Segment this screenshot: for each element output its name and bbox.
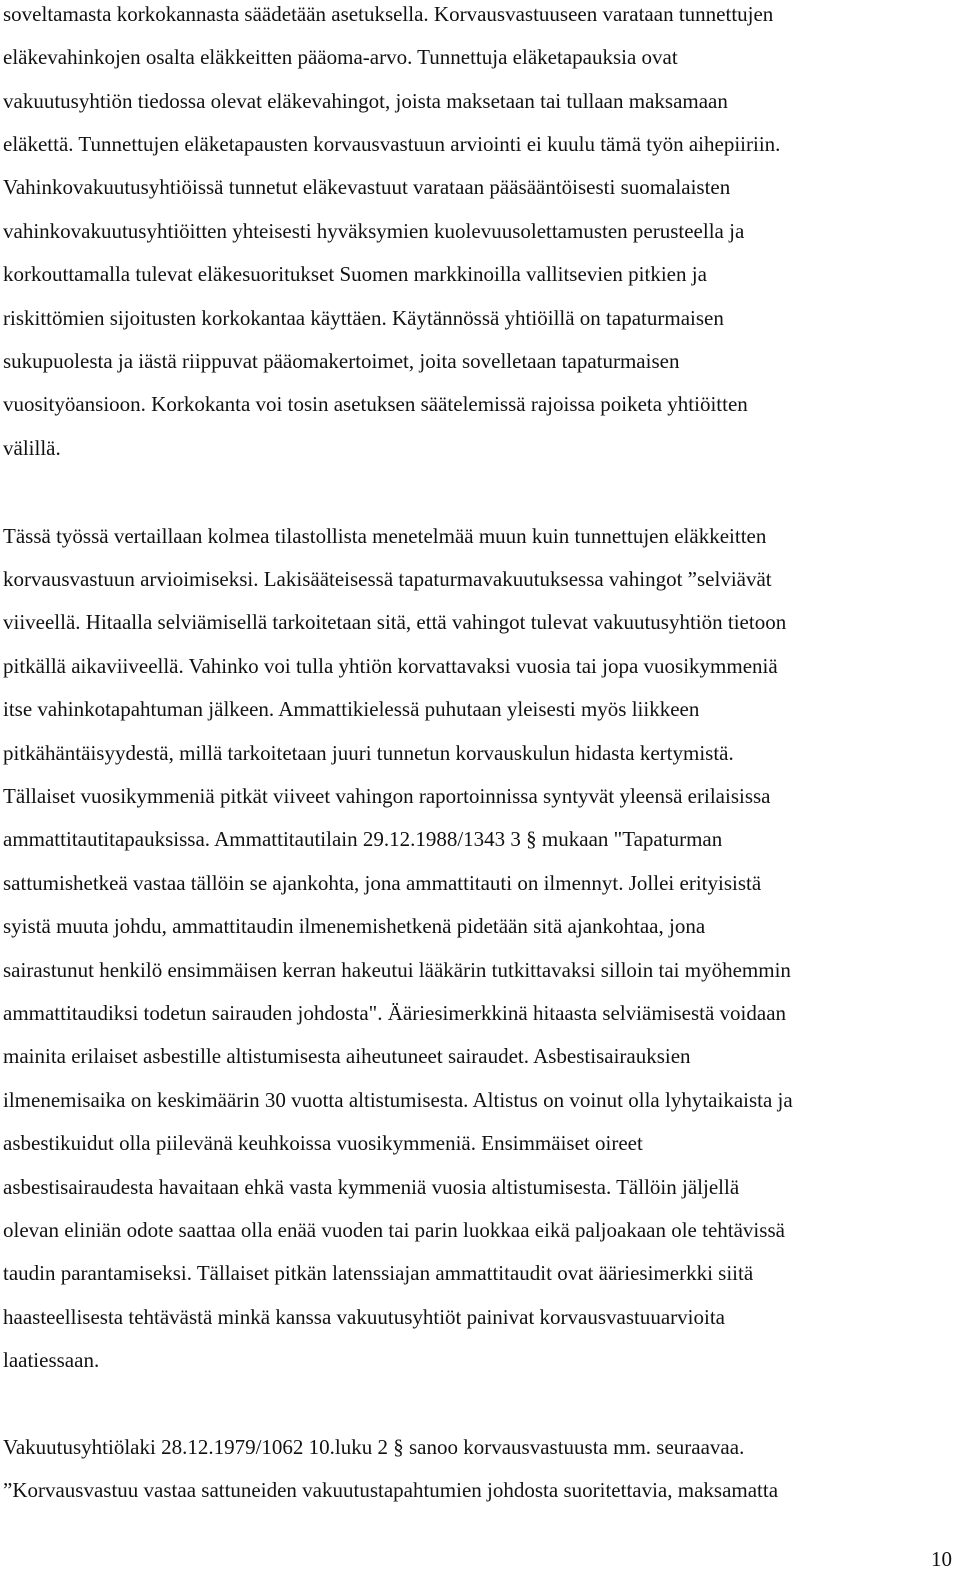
text-line: ”Korvausvastuu vastaa sattuneiden vakuutustapahtumien johdosta suoritettavia, maksamatta xyxy=(3,1478,779,1502)
text-line: vakuutusyhtiön tiedossa olevat eläkevahingot, joista maksetaan tai tullaan maksamaan xyxy=(3,89,728,113)
text-line: soveltamasta korkokannasta säädetään asetuksella. Korvausvastuuseen varataan tunnettujen xyxy=(3,2,774,26)
text-line: mainita erilaiset asbestille altistumisesta aiheutuneet sairaudet. Asbestisairauksien xyxy=(3,1044,691,1068)
text-line: asbestisairaudesta havaitaan ehkä vasta kymmeniä vuosia altistumisesta. Tällöin jäljellä xyxy=(3,1175,740,1199)
text-line: haasteellisesta tehtävästä minkä kanssa vakuutusyhtiöt painivat korvausvastuuarvioita xyxy=(3,1305,725,1329)
text-line: syistä muuta johdu, ammattitaudin ilmenemishetkenä pidetään sitä ajankohtaa, jona xyxy=(3,914,706,938)
text-line: sukupuolesta ja iästä riippuvat pääomakertoimet, joita sovelletaan tapaturmaisen xyxy=(3,349,680,373)
text-line: Vakuutusyhtiölaki 28.12.1979/1062 10.luku 2 § sanoo korvausvastuusta mm. seuraavaa. xyxy=(3,1435,745,1459)
text-line: eläkevahinkojen osalta eläkkeitten pääoma-arvo. Tunnettuja eläketapauksia ovat xyxy=(3,45,678,69)
text-line: riskittömien sijoitusten korkokantaa käyttäen. Käytännössä yhtiöillä on tapaturmaisen xyxy=(3,306,724,330)
text-line: Tällaiset vuosikymmeniä pitkät viiveet vahingon raportoinnissa syntyvät yleensä erilaisissa xyxy=(3,784,771,808)
text-line: Vahinkovakuutusyhtiöissä tunnetut eläkevastuut varataan pääsääntöisesti suomalaisten xyxy=(3,175,731,199)
text-line: taudin parantamiseksi. Tällaiset pitkän latenssiajan ammattitaudit ovat ääriesimerkki siitä xyxy=(3,1261,754,1285)
text-line: sattumishetkeä vastaa tällöin se ajankohta, jona ammattitauti on ilmennyt. Jollei erityisistä xyxy=(3,871,762,895)
text-line: asbestikuidut olla piilevänä keuhkoissa vuosikymmeniä. Ensimmäiset oireet xyxy=(3,1131,643,1155)
text-line: laatiessaan. xyxy=(3,1348,100,1372)
text-line: vahinkovakuutusyhtiöitten yhteisesti hyväksymien kuolevuusolettamusten perusteella ja xyxy=(3,219,745,243)
text-line: ammattitautitapauksissa. Ammattitautilain 29.12.1988/1343 3 § mukaan "Tapaturman xyxy=(3,827,723,851)
text-line: korkouttamalla tulevat eläkesuoritukset Suomen markkinoilla vallitsevien pitkien ja xyxy=(3,262,707,286)
text-line: sairastunut henkilö ensimmäisen kerran hakeutui lääkärin tutkittavaksi silloin tai myöhemmin xyxy=(3,958,791,982)
text-line: itse vahinkotapahtuman jälkeen. Ammattikielessä puhutaan yleisesti myös liikkeen xyxy=(3,697,700,721)
text-line: vuosityöansioon. Korkokanta voi tosin asetuksen säätelemissä rajoissa poiketa yhtiöitten xyxy=(3,392,748,416)
text-line: Tässä työssä vertaillaan kolmea tilastollista menetelmää muun kuin tunnettujen eläkkeitten xyxy=(3,524,767,548)
text-line: ilmenemisaika on keskimäärin 30 vuotta altistumisesta. Altistus on voinut olla lyhytaikaista ja xyxy=(3,1088,793,1112)
text-line: viiveellä. Hitaalla selviämisellä tarkoitetaan sitä, että vahingot tulevat vakuutusyhtiön tietoon xyxy=(3,610,787,634)
text-line: pitkähäntäisyydestä, millä tarkoitetaan juuri tunnetun korvauskulun hidasta kertymistä. xyxy=(3,741,734,765)
text-line: korvausvastuun arvioimiseksi. Lakisääteisessä tapaturmavakuutuksessa vahingot ”selviävät xyxy=(3,567,772,591)
text-line: välillä. xyxy=(3,436,61,460)
text-line: olevan eliniän odote saattaa olla enää vuoden tai parin luokkaa eikä paljoakaan ole tehtävissä xyxy=(3,1218,785,1242)
text-line: ammattitaudiksi todetun sairauden johdosta". Ääriesimerkkinä hitaasta selviämisestä voidaan xyxy=(3,1001,787,1025)
text-line: pitkällä aikaviiveellä. Vahinko voi tulla yhtiön korvattavaksi vuosia tai jopa vuosikymmeniä xyxy=(3,654,778,678)
page-number: 10 xyxy=(931,1547,952,1571)
text-line: eläkettä. Tunnettujen eläketapausten korvausvastuun arviointi ei kuulu tämä työn aihepiiriin. xyxy=(3,132,781,156)
